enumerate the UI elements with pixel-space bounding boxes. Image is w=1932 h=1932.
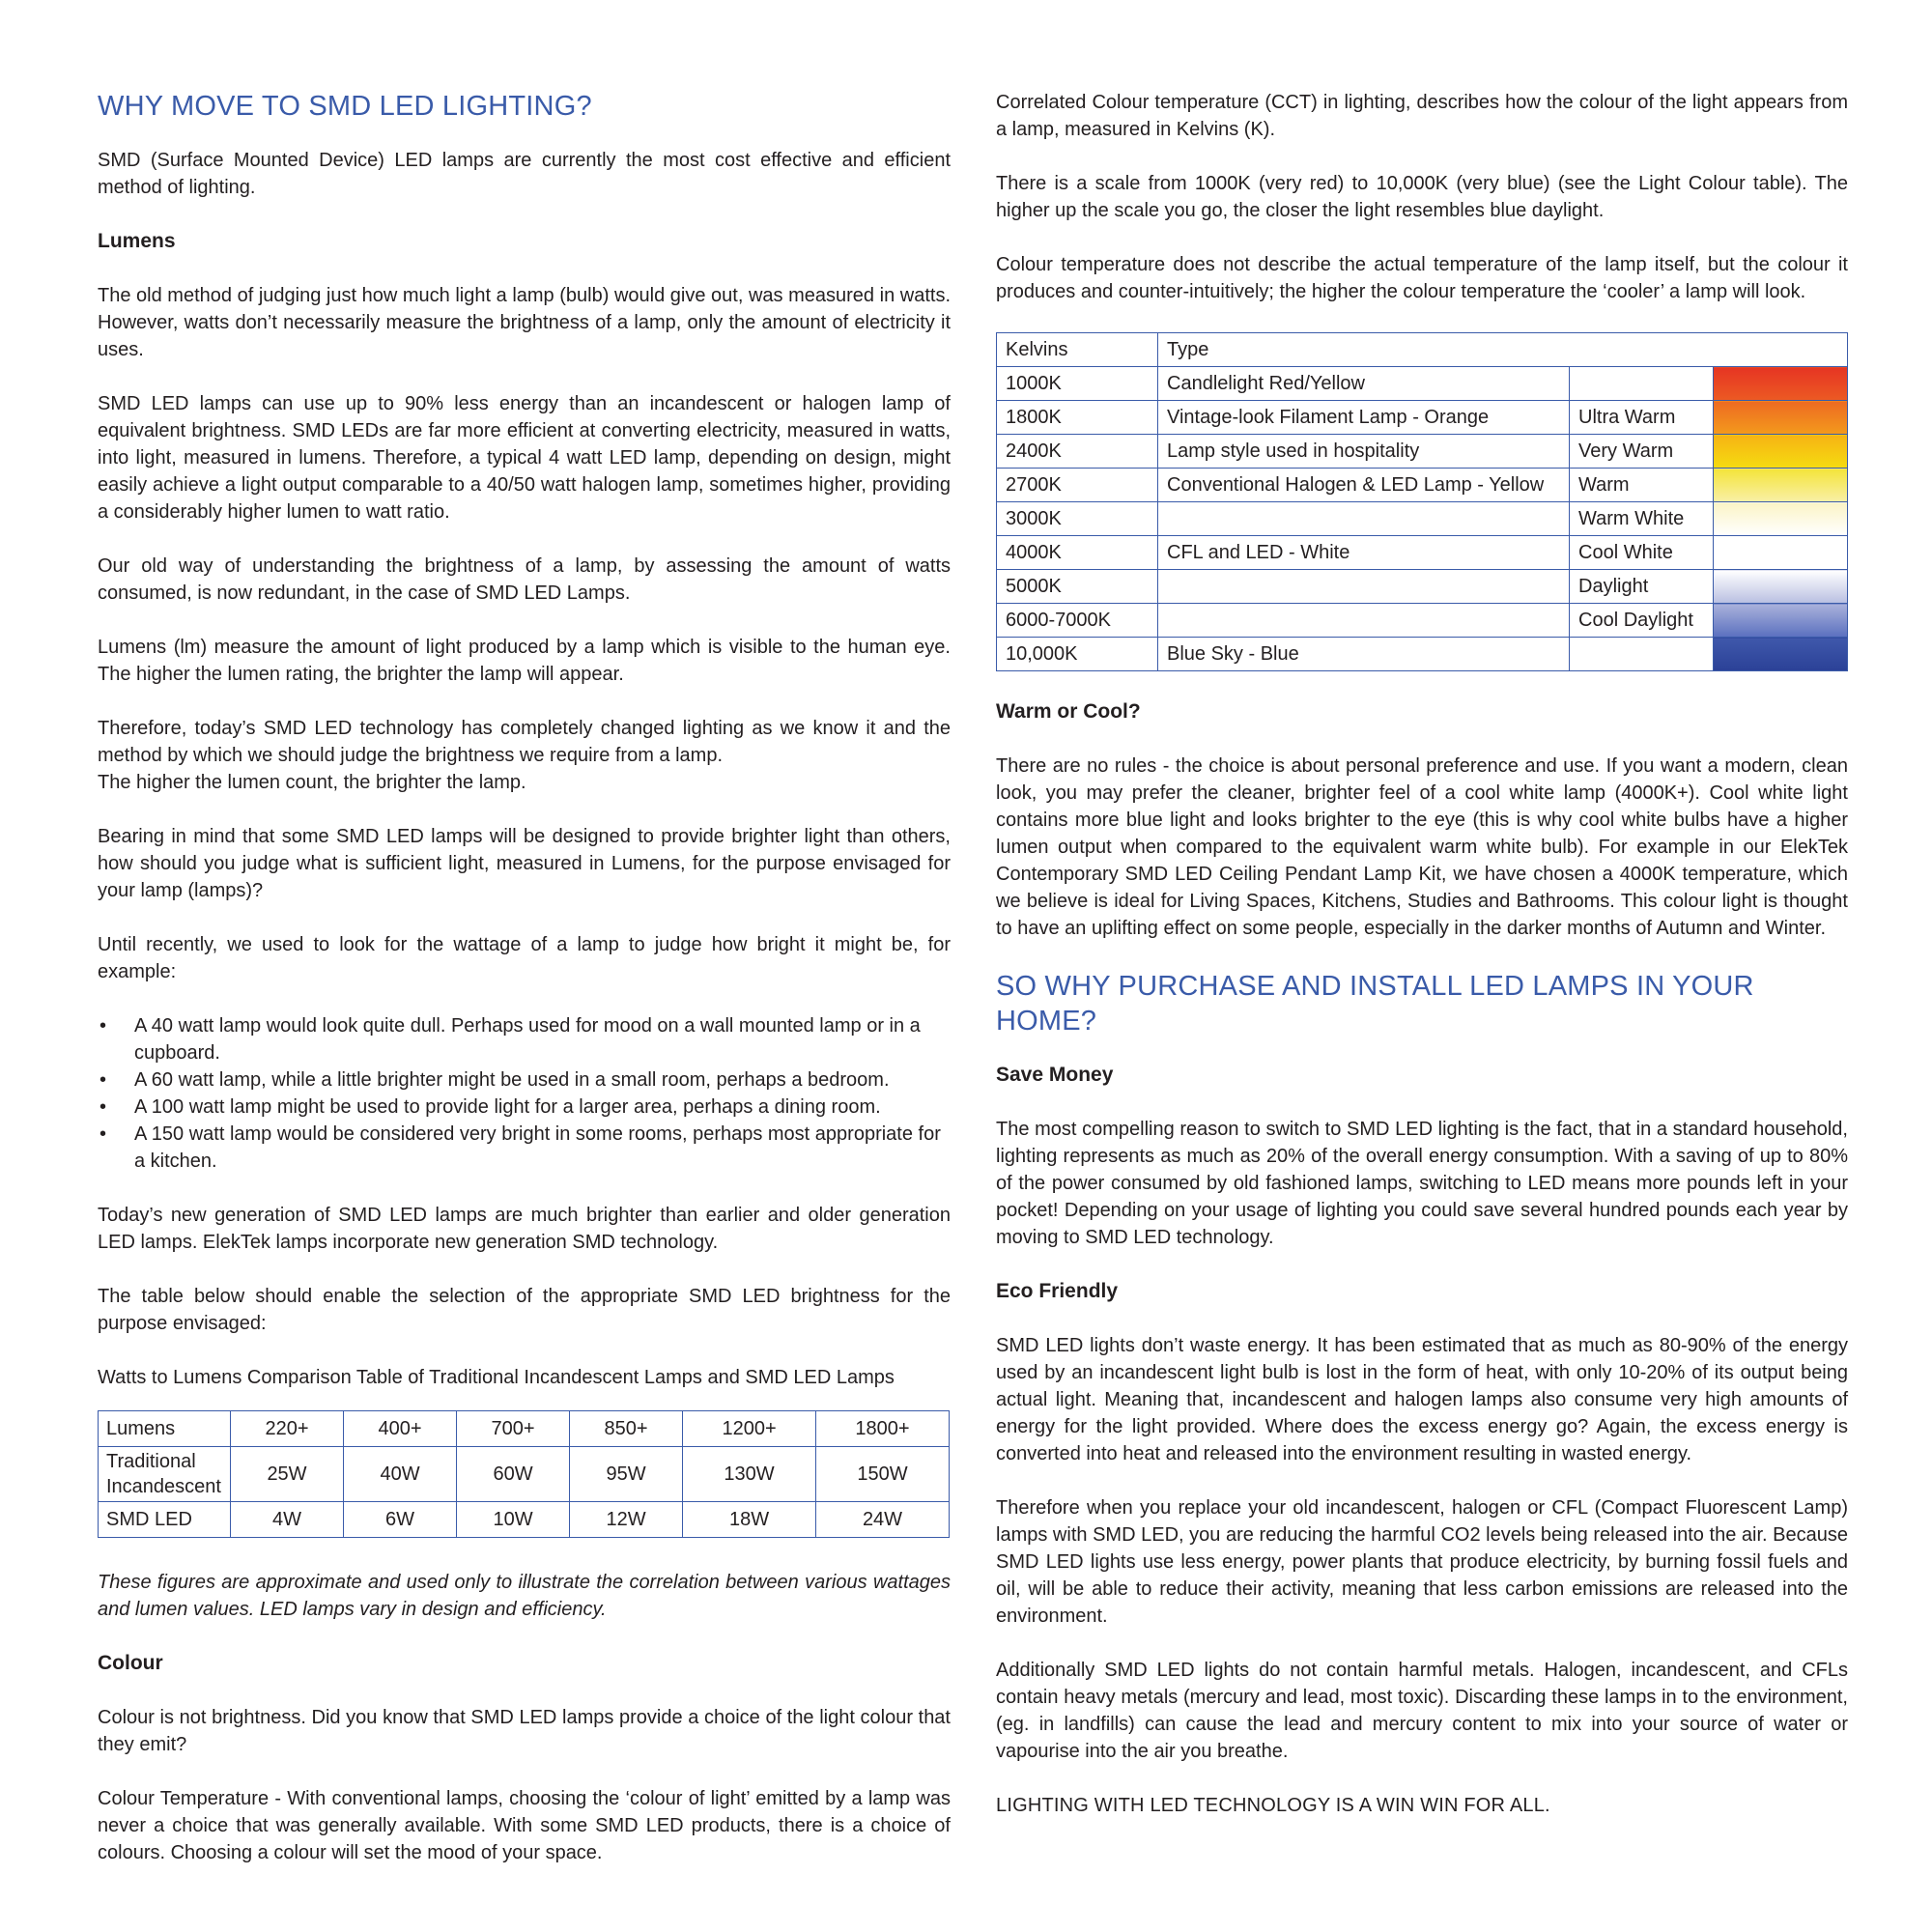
save-money-heading: Save Money [996, 1064, 1114, 1086]
lumens-paragraph: Today’s new generation of SMD LED lamps are much brighter than earlier and older generation LED lamps. ElekTek lamps incorporate new generation SMD technology. [98, 1205, 951, 1253]
bullet-item: • A 100 watt lamp might be used to provide light for a larger area, perhaps a dining room. [98, 1094, 951, 1121]
kelvin-header-cell: Kelvins [997, 333, 1158, 367]
colour-swatch [1714, 604, 1848, 638]
table-cell: 60W [457, 1447, 570, 1502]
row-label: Traditional Incandescent [99, 1447, 231, 1502]
table-cell: 1800+ [816, 1411, 950, 1447]
kelvin-cell: 5000K [997, 570, 1158, 604]
bullet-item: • A 60 watt lamp, while a little brighter might be used in a small room, perhaps a bedroom. [98, 1066, 951, 1094]
section-title: SO WHY PURCHASE AND INSTALL LED LAMPS IN YOUR HOME? [996, 971, 1754, 1037]
left-column [98, 89, 951, 1893]
table-row [99, 1411, 950, 1447]
warm-cool-heading: Warm or Cool? [996, 700, 1141, 723]
kelvin-table [996, 332, 1848, 671]
lumens-paragraph: Lumens (lm) measure the amount of light produced by a lamp which is visible to the human eye. The higher the lumen rating, the brighter the lamp will appear. [98, 637, 951, 685]
eco-friendly-heading: Eco Friendly [996, 1280, 1119, 1302]
table-cell: 220+ [231, 1411, 344, 1447]
kelvin-cell: 1800K [997, 401, 1158, 435]
colour-name-cell: Ultra Warm [1570, 401, 1714, 435]
wattage-bullet-list [98, 1012, 951, 1175]
cct-paragraph: Correlated Colour temperature (CCT) in lighting, describes how the colour of the light appears from a lamp, measured in Kelvins (K). [996, 92, 1848, 140]
save-money-paragraph: The most compelling reason to switch to SMD LED lighting is the fact, that in a standard household, lighting represents as much as 20% of the overall energy consumption. With a saving of up to 80% of the power consumed by old fashioned lamps, switching to LED means more pounds left in your pocket! Depending on your usage of lighting you could save several hundred pounds each year by moving to SMD LED technology. [996, 1119, 1848, 1248]
eco-paragraph: Additionally SMD LED lights do not contain harmful metals. Halogen, incandescent, and CFLs contain heavy metals (mercury and lead, most toxic). Discarding these lamps in to the environment, (eg. in landfills) can cause the lead and mercury content to mix into your source of water or vapourise into the air you breathe. [996, 1660, 1848, 1762]
table-cell: 12W [570, 1502, 683, 1538]
type-cell [1158, 570, 1570, 604]
colour-swatch [1714, 570, 1848, 604]
table-row [99, 1447, 950, 1502]
table-caption: Watts to Lumens Comparison Table of Traditional Incandescent Lamps and SMD LED Lamps [98, 1367, 895, 1388]
lumens-paragraph: The table below should enable the selection of the appropriate SMD LED brightness for the purpose envisaged: [98, 1286, 951, 1334]
colour-heading: Colour [98, 1652, 163, 1674]
colour-name-cell: Daylight [1570, 570, 1714, 604]
lumens-paragraph: Therefore, today’s SMD LED technology has completely changed lighting as we know it and the method by which we should judge the brightness we require from a lamp. [98, 718, 951, 766]
colour-name-cell: Cool White [1570, 536, 1714, 570]
kelvin-cell: 1000K [997, 367, 1158, 401]
colour-paragraph: Colour Temperature - With conventional lamps, choosing the ‘colour of light’ emitted by a lamp was never a choice that was generally available. With some SMD LED products, there is a choice of colours. Choosing a colour will set the mood of your space. [98, 1788, 951, 1863]
lumens-paragraph: The old method of judging just how much light a lamp (bulb) would give out, was measured in watts. However, watts don’t necessarily measure the brightness of a lamp, only the amount of electricity it uses. [98, 285, 951, 360]
lumens-paragraph: SMD LED lamps can use up to 90% less energy than an incandescent or halogen lamp of equivalent brightness. SMD LEDs are far more efficient at converting electricity, measured in watts, into light, measured in lumens. Therefore, a typical 4 watt LED lamp, depending on design, might easily achieve a light output comparable to a 40/50 watt halogen lamp, sometimes higher, providing a considerably higher lumen to watt ratio. [98, 393, 951, 523]
warm-cool-paragraph: There are no rules - the choice is about personal preference and use. If you want a modern, clean look, you may prefer the cleaner, brighter feel of a cool white lamp (4000K+). Cool white light contains more blue light and looks brighter to the eye (this is why cool white bulbs have a higher lumen output when compared to the equivalent warm white bulb). For example in our ElekTek Contemporary SMD LED Ceiling Pendant Lamp Kit, we have chosen a 4000K temperature, which we believe is ideal for Living Spaces, Kitchens, Studies and Bathrooms. This colour light is thought to have an uplifting effect on some people, especially in the darker months of Autumn and Winter. [996, 755, 1848, 939]
type-cell [1158, 502, 1570, 536]
type-cell: Candlelight Red/Yellow [1158, 367, 1570, 401]
colour-paragraph: Colour is not brightness. Did you know that SMD LED lamps provide a choice of the light colour that they emit? [98, 1707, 951, 1755]
kelvin-header-row [997, 333, 1848, 367]
lumens-paragraph: The higher the lumen count, the brighter the lamp. [98, 772, 526, 793]
table-cell: 10W [457, 1502, 570, 1538]
lumens-heading: Lumens [98, 230, 176, 252]
watts-lumens-table [98, 1410, 950, 1538]
table-cell: 150W [816, 1447, 950, 1502]
type-cell: Lamp style used in hospitality [1158, 435, 1570, 469]
kelvin-row [997, 401, 1848, 435]
colour-swatch [1714, 469, 1848, 502]
colour-name-cell [1570, 638, 1714, 671]
table-cell: 850+ [570, 1411, 683, 1447]
kelvin-row [997, 638, 1848, 671]
lumens-paragraph: Our old way of understanding the brightness of a lamp, by assessing the amount of watts consumed, is now redundant, in the case of SMD LED Lamps. [98, 555, 951, 604]
kelvin-row [997, 469, 1848, 502]
table-row [99, 1502, 950, 1538]
colour-swatch [1714, 367, 1848, 401]
kelvin-row [997, 536, 1848, 570]
kelvin-cell: 3000K [997, 502, 1158, 536]
closing-statement: LIGHTING WITH LED TECHNOLOGY IS A WIN WIN FOR ALL. [996, 1795, 1550, 1816]
table-note: These figures are approximate and used only to illustrate the correlation between various wattages and lumen values. LED lamps vary in design and efficiency. [98, 1572, 951, 1620]
right-column [996, 89, 1848, 1819]
colour-name-cell: Cool Daylight [1570, 604, 1714, 638]
colour-name-cell: Warm [1570, 469, 1714, 502]
table-cell: 18W [683, 1502, 816, 1538]
intro-paragraph: SMD (Surface Mounted Device) LED lamps are currently the most cost effective and efficient method of lighting. [98, 150, 951, 198]
kelvin-cell: 2700K [997, 469, 1158, 502]
kelvin-row [997, 502, 1848, 536]
type-cell: Blue Sky - Blue [1158, 638, 1570, 671]
type-cell: Conventional Halogen & LED Lamp - Yellow [1158, 469, 1570, 502]
kelvin-cell: 4000K [997, 536, 1158, 570]
type-cell: Vintage-look Filament Lamp - Orange [1158, 401, 1570, 435]
colour-swatch [1714, 502, 1848, 536]
colour-swatch [1714, 638, 1848, 671]
bullet-item: • A 40 watt lamp would look quite dull. Perhaps used for mood on a wall mounted lamp or in a cupboard. [98, 1012, 951, 1066]
table-cell: 25W [231, 1447, 344, 1502]
kelvin-row [997, 570, 1848, 604]
type-cell: CFL and LED - White [1158, 536, 1570, 570]
row-label: SMD LED [99, 1502, 231, 1538]
table-cell: 400+ [344, 1411, 457, 1447]
table-cell: 40W [344, 1447, 457, 1502]
colour-swatch [1714, 435, 1848, 469]
colour-name-cell: Warm White [1570, 502, 1714, 536]
kelvin-cell: 6000-7000K [997, 604, 1158, 638]
table-cell: 700+ [457, 1411, 570, 1447]
table-cell: 6W [344, 1502, 457, 1538]
lumens-paragraph: Until recently, we used to look for the wattage of a lamp to judge how bright it might be, for example: [98, 934, 951, 982]
colour-swatch [1714, 536, 1848, 570]
main-title: WHY MOVE TO SMD LED LIGHTING? [98, 91, 592, 122]
eco-paragraph: SMD LED lights don’t waste energy. It has been estimated that as much as 80-90% of the energy used by an incandescent light bulb is lost in the form of heat, with only 10-20% of its output being actual light. Meaning that, incandescent and halogen lamps also consume very high amounts of energy for the light provided. Where does the excess energy go? Again, the excess energy is converted into heat and released into the environment resulting in wasted energy. [996, 1335, 1848, 1464]
kelvin-row [997, 367, 1848, 401]
table-cell: 4W [231, 1502, 344, 1538]
colour-swatch [1714, 401, 1848, 435]
type-cell [1158, 604, 1570, 638]
table-cell: 24W [816, 1502, 950, 1538]
colour-name-cell [1570, 367, 1714, 401]
row-label: Lumens [99, 1411, 231, 1447]
table-cell: 130W [683, 1447, 816, 1502]
colour-name-cell: Very Warm [1570, 435, 1714, 469]
kelvin-cell: 2400K [997, 435, 1158, 469]
cct-paragraph: There is a scale from 1000K (very red) to 10,000K (very blue) (see the Light Colour table). The higher up the scale you go, the closer the light resembles blue daylight. [996, 173, 1848, 221]
lumens-paragraph: Bearing in mind that some SMD LED lamps will be designed to provide brighter light than others, how should you judge what is sufficient light, measured in Lumens, for the purpose envisaged for your lamp (lamps)? [98, 826, 951, 901]
kelvin-cell: 10,000K [997, 638, 1158, 671]
table-cell: 1200+ [683, 1411, 816, 1447]
kelvin-row [997, 435, 1848, 469]
cct-paragraph: Colour temperature does not describe the actual temperature of the lamp itself, but the colour it produces and counter-intuitively; the higher the colour temperature the ‘cooler’ a lamp will look. [996, 254, 1848, 302]
kelvin-row [997, 604, 1848, 638]
type-header-cell: Type [1158, 333, 1848, 367]
eco-paragraph: Therefore when you replace your old incandescent, halogen or CFL (Compact Fluorescent Lamp) lamps with SMD LED, you are reducing the harmful CO2 levels being released into the air. Because SMD LED lights use less energy, power plants that produce electricity, by burning fossil fuels and oil, will be able to reduce their activity, meaning that less carbon emissions are released into the environment. [996, 1497, 1848, 1627]
bullet-item: • A 150 watt lamp would be considered very bright in some rooms, perhaps most appropriate for a kitchen. [98, 1121, 951, 1175]
table-cell: 95W [570, 1447, 683, 1502]
